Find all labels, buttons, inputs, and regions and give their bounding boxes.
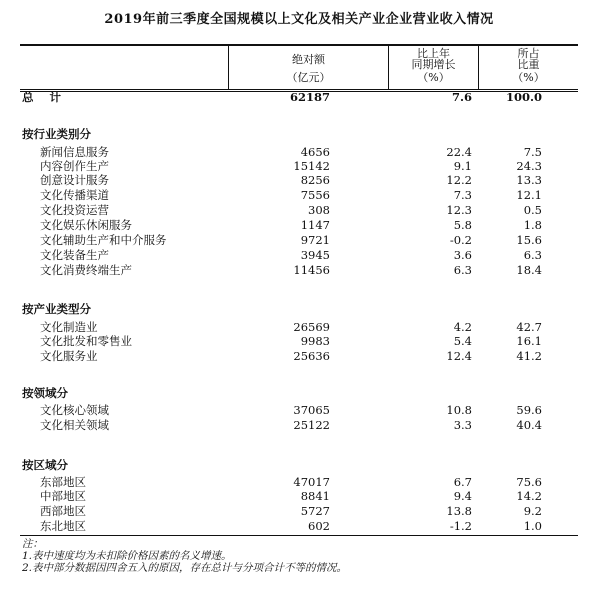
table-row: 文化娱乐休闲服务 1147 5.8 1.8: [40, 218, 542, 232]
header-divider-1: [228, 46, 229, 90]
header-abs-unit: （亿元）: [286, 71, 331, 84]
table-row: 新闻信息服务 4656 22.4 7.5: [40, 145, 542, 159]
section-heading-industry: 按行业类别分: [22, 127, 91, 141]
header-share-unit: （%）: [512, 71, 545, 84]
table-row: 文化辅助生产和中介服务 9721 -0.2 15.6: [40, 233, 542, 247]
table-row: 文化服务业 25636 12.4 41.2: [40, 349, 542, 363]
table-row: 东北地区 602 -1.2 1.0: [40, 519, 542, 533]
table-row: 文化装备生产 3945 3.6 6.3: [40, 248, 542, 262]
section-heading-region: 按区域分: [22, 458, 68, 472]
table-row: 东部地区 47017 6.7 75.6: [40, 475, 542, 489]
table-row: 文化消费终端生产 11456 6.3 18.4: [40, 263, 542, 277]
bottom-rule: [20, 535, 578, 536]
total-share: 100.0: [505, 90, 542, 104]
total-label: 总计: [22, 90, 77, 104]
header-growth-l2: 同期增长: [411, 58, 456, 71]
header-share-l1: 所占: [517, 47, 540, 60]
table-row: 文化制造业 26569 4.2 42.7: [40, 320, 542, 334]
table-row: 创意设计服务 8256 12.2 13.3: [40, 173, 542, 187]
table-row: 文化核心领域 37065 10.8 59.6: [40, 403, 542, 417]
header-abs-label: 绝对额: [292, 53, 325, 66]
total-row: [0, 90, 598, 104]
header-growth-l1: 比上年: [417, 47, 450, 60]
table-title: 2019年前三季度全国规模以上文化及相关产业企业营业收入情况: [104, 12, 494, 27]
table-row: 文化批发和零售业 9983 5.4 16.1: [40, 334, 542, 348]
table-row: 文化投资运营 308 12.3 0.5: [40, 203, 542, 217]
notes-heading: 注：: [22, 538, 43, 550]
note-2: 2.表中部分数据因四舍五入的原因，存在总计与分项合计不等的情况。: [22, 562, 348, 574]
section-heading-domain: 按领域分: [22, 386, 68, 400]
table-notes: [22, 538, 347, 574]
header-growth-unit: （%）: [417, 71, 450, 84]
table-row: 文化传播渠道 7556 7.3 12.1: [40, 188, 542, 202]
table-row: 文化相关领域 25122 3.3 40.4: [40, 418, 542, 432]
header-share-l2: 比重: [517, 58, 540, 71]
table-row: 中部地区 8841 9.4 14.2: [40, 489, 542, 503]
top-rule: [20, 44, 578, 46]
table-row: 西部地区 5727 13.8 9.2: [40, 504, 542, 518]
total-abs: 62187: [289, 90, 330, 104]
table-row: 内容创作生产 15142 9.1 24.3: [40, 159, 542, 173]
note-1: 1.表中速度均为未扣除价格因素的名义增速。: [22, 550, 232, 562]
section-heading-industry-type: 按产业类型分: [22, 302, 91, 316]
total-growth: 7.6: [451, 90, 472, 104]
